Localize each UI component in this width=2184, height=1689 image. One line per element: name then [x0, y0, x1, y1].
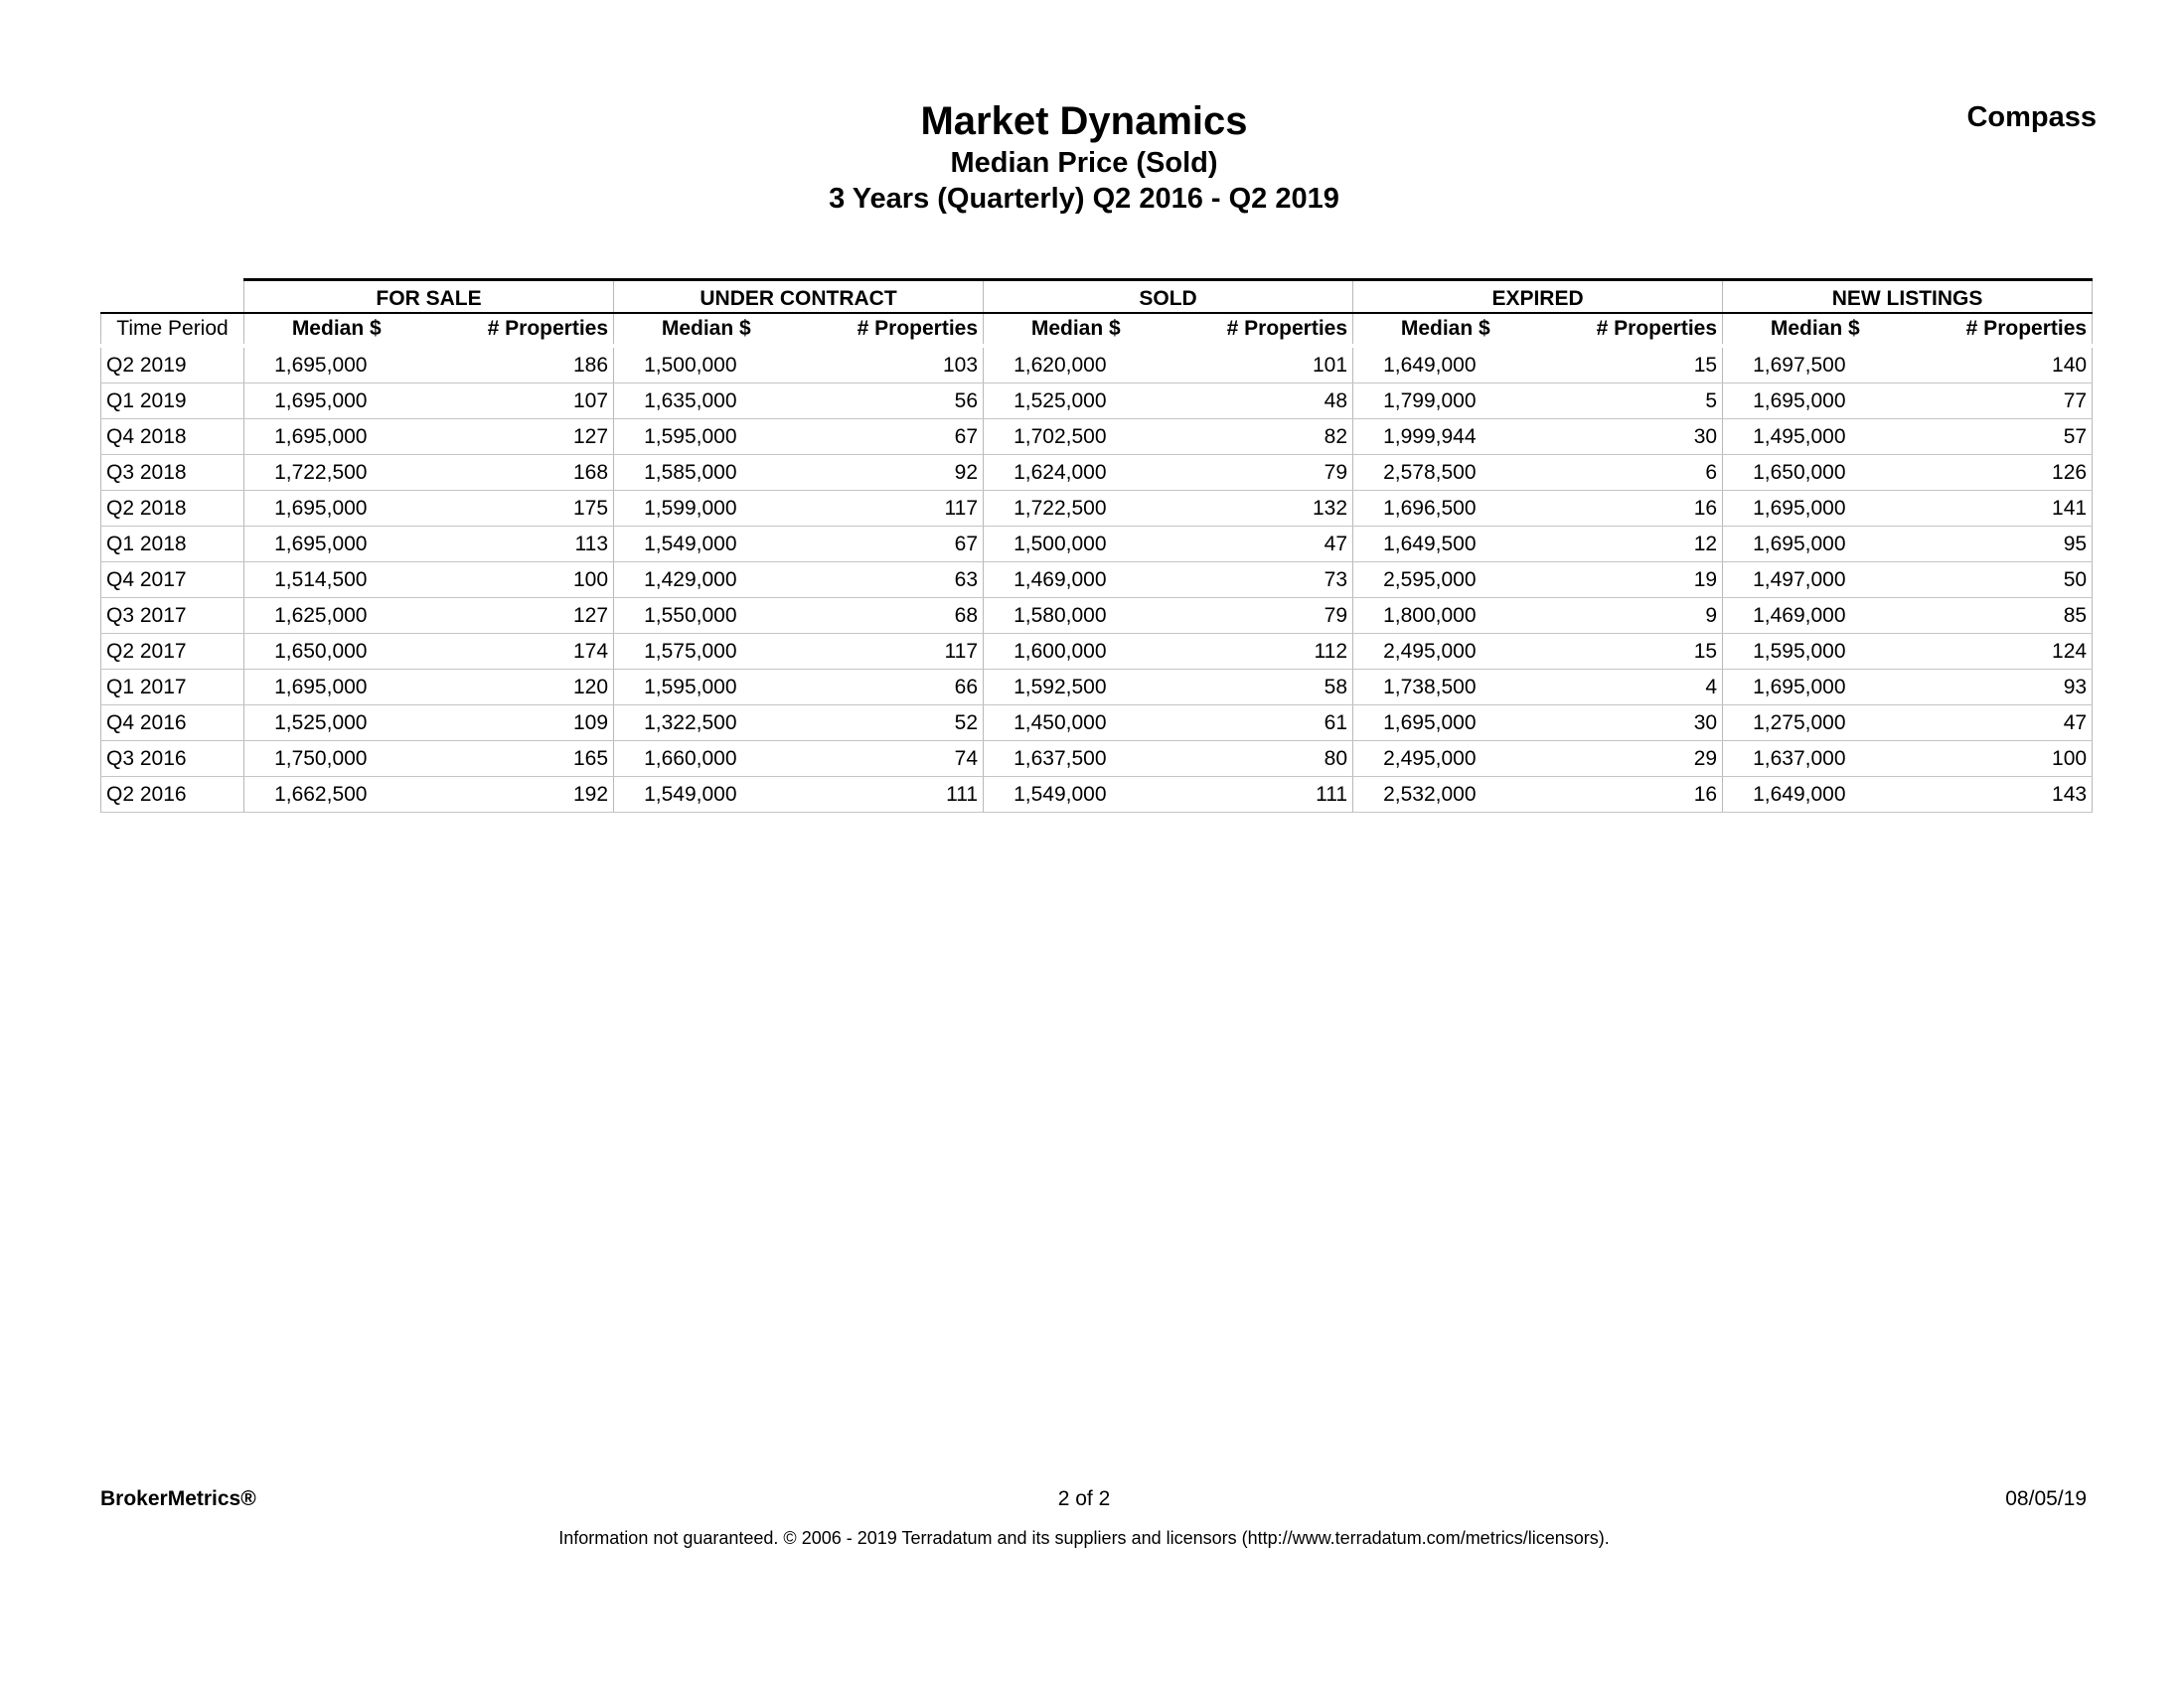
cell-property-count: 66 — [799, 670, 984, 705]
table-row — [101, 741, 2093, 777]
cell-property-count: 127 — [429, 419, 614, 455]
cell-property-count: 100 — [1908, 741, 2093, 777]
cell-median-price: 1,450,000 — [984, 705, 1169, 741]
cell-median-price: 1,635,000 — [614, 384, 799, 419]
cell-property-count: 82 — [1169, 419, 1353, 455]
cell-median-price: 1,650,000 — [244, 634, 429, 670]
cell-median-price: 1,500,000 — [614, 346, 799, 384]
cell-median-price: 1,650,000 — [1723, 455, 1908, 491]
cell-property-count: 48 — [1169, 384, 1353, 419]
cell-property-count: 67 — [799, 419, 984, 455]
cell-property-count: 58 — [1169, 670, 1353, 705]
report-period: 3 Years (Quarterly) Q2 2016 - Q2 2019 — [829, 183, 1339, 215]
cell-median-price: 1,662,500 — [244, 777, 429, 813]
table-row — [101, 346, 2093, 384]
cell-property-count: 6 — [1538, 455, 1723, 491]
cell-property-count: 63 — [799, 562, 984, 598]
column-header-properties: # Properties — [429, 313, 614, 346]
cell-property-count: 92 — [799, 455, 984, 491]
cell-property-count: 186 — [429, 346, 614, 384]
cell-median-price: 1,549,000 — [614, 777, 799, 813]
report-title: Market Dynamics — [920, 99, 1248, 143]
cell-property-count: 168 — [429, 455, 614, 491]
cell-property-count: 50 — [1908, 562, 2093, 598]
table-row — [101, 384, 2093, 419]
cell-property-count: 120 — [429, 670, 614, 705]
cell-median-price: 1,495,000 — [1723, 419, 1908, 455]
cell-property-count: 174 — [429, 634, 614, 670]
cell-time-period: Q4 2017 — [101, 562, 244, 598]
cell-property-count: 112 — [1169, 634, 1353, 670]
cell-median-price: 1,695,000 — [244, 670, 429, 705]
cell-median-price: 1,722,500 — [244, 455, 429, 491]
cell-property-count: 111 — [1169, 777, 1353, 813]
cell-median-price: 1,322,500 — [614, 705, 799, 741]
cell-median-price: 1,525,000 — [984, 384, 1169, 419]
cell-median-price: 1,525,000 — [244, 705, 429, 741]
cell-median-price: 1,660,000 — [614, 741, 799, 777]
table-row — [101, 419, 2093, 455]
cell-median-price: 1,695,000 — [244, 527, 429, 562]
cell-time-period: Q2 2019 — [101, 346, 244, 384]
cell-median-price: 1,575,000 — [614, 634, 799, 670]
cell-property-count: 101 — [1169, 346, 1353, 384]
cell-property-count: 15 — [1538, 634, 1723, 670]
cell-median-price: 1,750,000 — [244, 741, 429, 777]
cell-property-count: 143 — [1908, 777, 2093, 813]
cell-median-price: 1,429,000 — [614, 562, 799, 598]
cell-property-count: 100 — [429, 562, 614, 598]
cell-time-period: Q4 2018 — [101, 419, 244, 455]
cell-median-price: 1,695,000 — [244, 419, 429, 455]
cell-median-price: 1,695,000 — [244, 491, 429, 527]
cell-median-price: 2,578,500 — [1353, 455, 1538, 491]
cell-median-price: 1,695,000 — [1353, 705, 1538, 741]
cell-property-count: 93 — [1908, 670, 2093, 705]
cell-property-count: 67 — [799, 527, 984, 562]
cell-median-price: 1,649,000 — [1353, 346, 1538, 384]
column-header-properties: # Properties — [1908, 313, 2093, 346]
cell-property-count: 77 — [1908, 384, 2093, 419]
cell-median-price: 1,649,500 — [1353, 527, 1538, 562]
cell-time-period: Q2 2017 — [101, 634, 244, 670]
cell-property-count: 79 — [1169, 455, 1353, 491]
column-header-properties: # Properties — [1538, 313, 1723, 346]
cell-property-count: 126 — [1908, 455, 2093, 491]
report-header — [0, 97, 2184, 217]
report-date: 08/05/19 — [2005, 1487, 2087, 1510]
cell-property-count: 73 — [1169, 562, 1353, 598]
cell-median-price: 1,549,000 — [984, 777, 1169, 813]
cell-median-price: 1,649,000 — [1723, 777, 1908, 813]
cell-median-price: 1,695,000 — [1723, 527, 1908, 562]
cell-property-count: 57 — [1908, 419, 2093, 455]
cell-property-count: 30 — [1538, 419, 1723, 455]
cell-median-price: 1,697,500 — [1723, 346, 1908, 384]
cell-property-count: 141 — [1908, 491, 2093, 527]
cell-property-count: 79 — [1169, 598, 1353, 634]
cell-property-count: 107 — [429, 384, 614, 419]
cell-median-price: 1,550,000 — [614, 598, 799, 634]
column-header-median: Median $ — [984, 313, 1169, 346]
cell-median-price: 1,722,500 — [984, 491, 1169, 527]
cell-median-price: 1,469,000 — [1723, 598, 1908, 634]
group-header-row — [101, 280, 2093, 314]
group-header-new-listings: NEW LISTINGS — [1723, 280, 2093, 314]
cell-median-price: 1,702,500 — [984, 419, 1169, 455]
cell-property-count: 47 — [1169, 527, 1353, 562]
cell-median-price: 1,599,000 — [614, 491, 799, 527]
cell-property-count: 95 — [1908, 527, 2093, 562]
group-header-under-contract: UNDER CONTRACT — [614, 280, 984, 314]
cell-property-count: 15 — [1538, 346, 1723, 384]
cell-property-count: 117 — [799, 634, 984, 670]
cell-property-count: 192 — [429, 777, 614, 813]
table-row — [101, 562, 2093, 598]
column-header-median: Median $ — [1353, 313, 1538, 346]
cell-property-count: 29 — [1538, 741, 1723, 777]
table-row — [101, 455, 2093, 491]
table-body — [101, 346, 2093, 813]
cell-median-price: 1,695,000 — [244, 384, 429, 419]
cell-property-count: 103 — [799, 346, 984, 384]
cell-property-count: 68 — [799, 598, 984, 634]
cell-property-count: 19 — [1538, 562, 1723, 598]
cell-median-price: 1,637,000 — [1723, 741, 1908, 777]
brand-name: Compass — [1966, 101, 2097, 133]
cell-median-price: 1,999,944 — [1353, 419, 1538, 455]
cell-property-count: 52 — [799, 705, 984, 741]
cell-property-count: 111 — [799, 777, 984, 813]
table-row — [101, 598, 2093, 634]
cell-median-price: 1,800,000 — [1353, 598, 1538, 634]
cell-property-count: 109 — [429, 705, 614, 741]
cell-time-period: Q1 2019 — [101, 384, 244, 419]
cell-median-price: 1,500,000 — [984, 527, 1169, 562]
table-row — [101, 491, 2093, 527]
cell-time-period: Q2 2018 — [101, 491, 244, 527]
group-header-expired: EXPIRED — [1353, 280, 1723, 314]
table-row — [101, 670, 2093, 705]
cell-property-count: 140 — [1908, 346, 2093, 384]
cell-median-price: 1,595,000 — [1723, 634, 1908, 670]
page-number: 2 of 2 — [1057, 1487, 1111, 1510]
cell-median-price: 1,595,000 — [614, 419, 799, 455]
cell-median-price: 1,549,000 — [614, 527, 799, 562]
cell-median-price: 2,532,000 — [1353, 777, 1538, 813]
cell-property-count: 61 — [1169, 705, 1353, 741]
cell-median-price: 1,592,500 — [984, 670, 1169, 705]
cell-property-count: 165 — [429, 741, 614, 777]
cell-time-period: Q3 2017 — [101, 598, 244, 634]
column-header-row — [101, 313, 2093, 346]
table-row — [101, 527, 2093, 562]
cell-property-count: 4 — [1538, 670, 1723, 705]
cell-time-period: Q1 2017 — [101, 670, 244, 705]
cell-median-price: 1,585,000 — [614, 455, 799, 491]
cell-median-price: 1,600,000 — [984, 634, 1169, 670]
cell-property-count: 85 — [1908, 598, 2093, 634]
group-header-spacer — [101, 280, 244, 314]
cell-property-count: 9 — [1538, 598, 1723, 634]
column-header-median: Median $ — [244, 313, 429, 346]
cell-property-count: 113 — [429, 527, 614, 562]
group-header-for-sale: FOR SALE — [244, 280, 614, 314]
cell-median-price: 2,495,000 — [1353, 634, 1538, 670]
cell-time-period: Q1 2018 — [101, 527, 244, 562]
column-header-median: Median $ — [614, 313, 799, 346]
column-header-time-period: Time Period — [101, 313, 244, 346]
table-row — [101, 705, 2093, 741]
group-header-sold: SOLD — [984, 280, 1353, 314]
table-row — [101, 777, 2093, 813]
cell-property-count: 74 — [799, 741, 984, 777]
cell-property-count: 127 — [429, 598, 614, 634]
cell-time-period: Q4 2016 — [101, 705, 244, 741]
cell-time-period: Q2 2016 — [101, 777, 244, 813]
cell-property-count: 30 — [1538, 705, 1723, 741]
table-row — [101, 634, 2093, 670]
cell-time-period: Q3 2018 — [101, 455, 244, 491]
cell-property-count: 16 — [1538, 777, 1723, 813]
column-header-median: Median $ — [1723, 313, 1908, 346]
footer-brand: BrokerMetrics® — [100, 1487, 256, 1510]
cell-property-count: 16 — [1538, 491, 1723, 527]
cell-median-price: 1,738,500 — [1353, 670, 1538, 705]
cell-median-price: 1,695,000 — [1723, 384, 1908, 419]
cell-property-count: 132 — [1169, 491, 1353, 527]
cell-median-price: 1,595,000 — [614, 670, 799, 705]
cell-property-count: 175 — [429, 491, 614, 527]
column-header-properties: # Properties — [1169, 313, 1353, 346]
cell-median-price: 1,275,000 — [1723, 705, 1908, 741]
cell-median-price: 2,595,000 — [1353, 562, 1538, 598]
disclaimer: Information not guaranteed. © 2006 - 2019 Terradatum and its suppliers and licensors (http://www.terradatum.com/metrics/licensors). — [558, 1528, 1610, 1548]
cell-median-price: 1,514,500 — [244, 562, 429, 598]
column-header-properties: # Properties — [799, 313, 984, 346]
cell-median-price: 2,495,000 — [1353, 741, 1538, 777]
cell-median-price: 1,625,000 — [244, 598, 429, 634]
cell-property-count: 5 — [1538, 384, 1723, 419]
cell-median-price: 1,695,000 — [1723, 670, 1908, 705]
report-subtitle: Median Price (Sold) — [950, 147, 1218, 179]
cell-property-count: 80 — [1169, 741, 1353, 777]
cell-property-count: 56 — [799, 384, 984, 419]
cell-property-count: 47 — [1908, 705, 2093, 741]
cell-median-price: 1,799,000 — [1353, 384, 1538, 419]
cell-median-price: 1,469,000 — [984, 562, 1169, 598]
cell-property-count: 124 — [1908, 634, 2093, 670]
cell-property-count: 117 — [799, 491, 984, 527]
market-dynamics-table — [100, 278, 2093, 813]
cell-median-price: 1,497,000 — [1723, 562, 1908, 598]
cell-median-price: 1,624,000 — [984, 455, 1169, 491]
cell-time-period: Q3 2016 — [101, 741, 244, 777]
cell-median-price: 1,637,500 — [984, 741, 1169, 777]
cell-median-price: 1,696,500 — [1353, 491, 1538, 527]
cell-median-price: 1,620,000 — [984, 346, 1169, 384]
cell-median-price: 1,580,000 — [984, 598, 1169, 634]
cell-property-count: 12 — [1538, 527, 1723, 562]
cell-median-price: 1,695,000 — [1723, 491, 1908, 527]
cell-median-price: 1,695,000 — [244, 346, 429, 384]
